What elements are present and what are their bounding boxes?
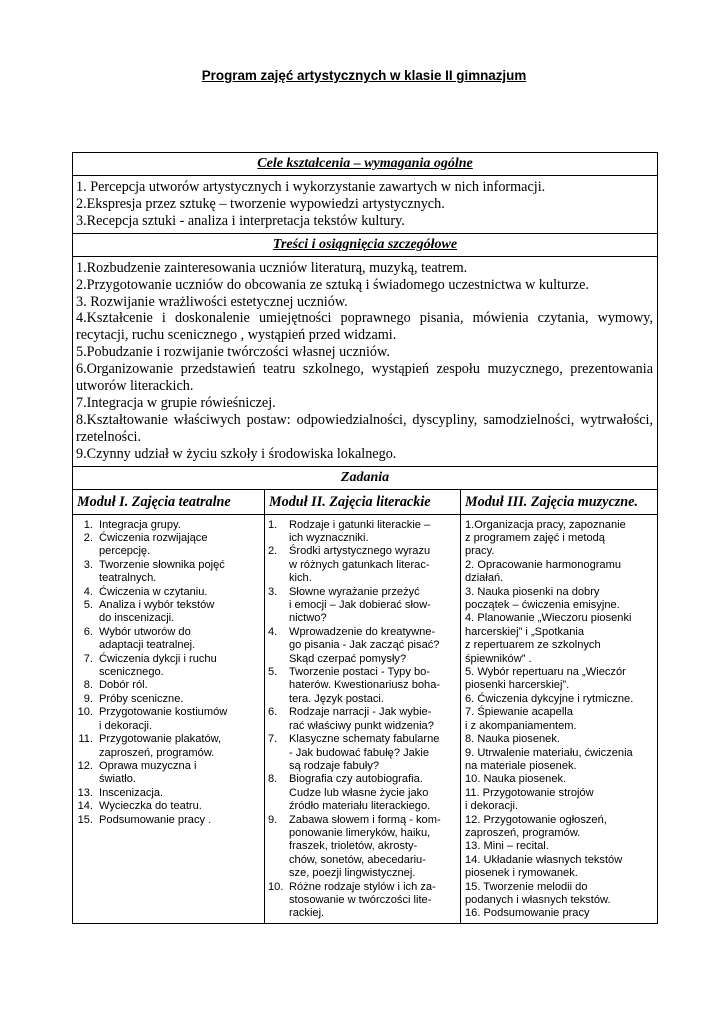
list-item — [265, 519, 460, 546]
list-item: 3. Nauka piosenki na dobry początek – ćwiczenia emisyjne. — [465, 585, 620, 612]
item-text: Ćwiczenia w czytaniu. — [99, 585, 208, 598]
list-item — [265, 666, 460, 706]
list-item — [75, 532, 264, 559]
module-3-title: Moduł III. Zajęcia muzyczne. — [461, 489, 658, 514]
item-text: Biografia czy autobiografia. Cudze lub własne życie jako źródło materiału literackiego. — [289, 773, 431, 813]
tresci-item: 1.Rozbudzenie zainteresowania uczniów literaturą, muzyką, teatrem. — [76, 259, 468, 276]
item-text: Klasyczne schematy fabularne - Jak budować fabułę? Jakie są rodzaje fabuły? — [289, 733, 440, 772]
tresci-item: 4.Kształcenie i doskonalenie umiejętności poprawnego pisania, mówienia czytania, wymowy, recytacji, ruchu scenicznego , wystąpień przed widzami. — [76, 310, 654, 344]
module-1-title: Moduł I. Zajęcia teatralne — [73, 489, 265, 514]
m1-ordered-list — [75, 519, 264, 827]
item-number: 1. — [83, 518, 93, 531]
tresci-item: 2.Przygotowanie uczniów do obcowania ze sztuką i świadomego uczestnictwa w kulturze. — [76, 276, 589, 293]
list-item: 4. Planowanie „Wieczoru piosenki harcerskiej” i „Spotkania z repertuarem ze szkolnych śpiewników” . — [465, 612, 632, 665]
item-number: 14. — [77, 800, 93, 813]
cele-item: 3.Recepcja sztuki - analiza i interpretacja tekstów kultury. — [76, 212, 405, 229]
item-number: 6. — [83, 625, 93, 638]
item-text: Środki artystycznego wyrazu w różnych gatunkach literac- kich. — [289, 545, 431, 585]
list-item — [75, 599, 264, 626]
item-number: 2. — [83, 532, 93, 544]
module-2-list — [265, 514, 461, 923]
item-text: Tworzenie postaci - Typy bo- haterów. Kwestionariusz boha- tera. Język postaci. — [289, 666, 441, 705]
item-number: 13. — [77, 786, 93, 799]
item-number: 1. — [268, 518, 278, 531]
cele-item: 2.Ekspresja przez sztukę – tworzenie wypowiedzi artystycznych. — [76, 195, 445, 212]
list-item: 5. Wybór repertuaru na „Wieczór piosenki harcerskiej”. — [465, 666, 626, 692]
list-item — [75, 800, 264, 813]
item-number: 10. — [268, 880, 284, 893]
list-item: 7. Śpiewanie acapella i z akompaniamentem. — [465, 706, 577, 732]
list-item — [265, 545, 460, 585]
item-text: Ćwiczenia rozwijające percepcję. — [99, 532, 208, 558]
list-item — [265, 626, 460, 666]
item-text: Różne rodzaje stylów i ich za- stosowanie w twórczości lite- rackiej. — [289, 880, 436, 920]
list-item — [75, 760, 264, 787]
item-number: 2. — [268, 545, 278, 558]
list-item: 14. Układanie własnych tekstów piosenek i rymowanek. — [465, 853, 623, 880]
list-item — [75, 559, 264, 586]
list-item — [265, 586, 460, 626]
page-title: Program zajęć artystycznych w klasie II gimnazjum — [201, 68, 527, 83]
item-number: 6. — [268, 706, 278, 719]
list-item: 15. Tworzenie melodii do podanych i własnych tekstów. — [465, 880, 611, 906]
item-number: 9. — [83, 692, 93, 705]
item-text: Przygotowanie plakatów, zaproszeń, programów. — [99, 733, 222, 759]
list-item — [75, 626, 264, 653]
list-item: 2. Opracowanie harmonogramu działań. — [465, 558, 622, 585]
item-text: Dobór ról. — [99, 679, 148, 692]
item-number: 5. — [83, 599, 93, 612]
item-text: Wybór utworów do adaptacji teatralnej. — [99, 625, 196, 652]
list-item: 8. Nauka piosenek. — [465, 733, 560, 746]
tresci-item: 6.Organizowanie przedstawień teatru szkolnego, wystąpień zespołu muzycznego, prezentowania utworów literackich. — [76, 361, 654, 395]
tresci-list — [73, 256, 658, 466]
list-item: 12. Przygotowanie ogłoszeń, zaproszeń, programów. — [465, 813, 607, 839]
module-1-list — [73, 514, 265, 923]
list-item — [75, 733, 264, 760]
item-number: 8. — [83, 679, 93, 692]
item-text: Oprawa muzyczna i światło. — [99, 759, 197, 786]
cele-heading: Cele kształcenia – wymagania ogólne — [73, 153, 658, 176]
item-text: Wprowadzenie do kreatywne- go pisania - Jak zacząć pisać? Skąd czerpać pomysły? — [289, 625, 440, 665]
item-number: 9. — [268, 813, 278, 826]
list-item: 6. Ćwiczenia dykcyjne i rytmiczne. — [465, 692, 634, 705]
list-item — [75, 787, 264, 800]
list-item — [75, 814, 264, 827]
item-text: Rodzaje i gatunki literackie – ich wyznaczniki. — [289, 518, 431, 544]
tresci-item: 8.Kształtowanie właściwych postaw: odpowiedzialności, dyscypliny, samodzielności, wytrwałości, rzetelności. — [76, 411, 654, 445]
cele-item: 1. Percepcja utworów artystycznych i wykorzystanie zawartych w nich informacji. — [76, 179, 546, 195]
tresci-item: 3. Rozwijanie wrażliwości estetycznej uczniów. — [76, 293, 348, 310]
item-text: Inscenizacja. — [99, 786, 164, 799]
list-item — [75, 519, 264, 532]
item-number: 5. — [268, 666, 278, 679]
item-text: Rodzaje narracji - Jak wybie- rać właściwy punkt widzenia? — [289, 706, 434, 732]
item-number: 15. — [77, 813, 93, 826]
item-number: 3. — [268, 585, 278, 598]
tresci-item: 5.Pobudzanie i rozwijanie twórczości własnej uczniów. — [76, 344, 390, 361]
list-item: 11. Przygotowanie strojów i dekoracji. — [465, 786, 594, 813]
list-item: 9. Utrwalenie materiału, ćwiczenia na materiale piosenek. — [465, 746, 633, 772]
module-2-title: Moduł II. Zajęcia literackie — [265, 489, 461, 514]
list-item — [265, 881, 460, 921]
item-number: 4. — [268, 625, 278, 638]
program-table — [72, 152, 658, 924]
item-text: Zabawa słowem i formą - kom- ponowanie limeryków, haiku, fraszek, trioletów, akrosty- chów, sonetów, abecedariu- sze, poezji lingwistycznej. — [289, 813, 441, 880]
item-number: 7. — [83, 652, 93, 665]
zadania-heading: Zadania — [73, 466, 658, 489]
item-number: 3. — [83, 558, 93, 571]
list-item — [265, 773, 460, 813]
item-number: 12. — [77, 759, 93, 772]
tresci-item: 7.Integracja w grupie rówieśniczej. — [76, 394, 276, 411]
item-text: Integracja grupy. — [99, 518, 181, 531]
list-item: 1.Organizacja pracy, zapoznanie z programem zajęć i metodą pracy. — [465, 518, 626, 558]
item-number: 11. — [78, 733, 93, 746]
item-number: 10. — [77, 706, 93, 719]
item-text: Analiza i wybór tekstów do inscenizacji. — [99, 599, 215, 625]
list-item: 13. Mini – recital. — [465, 840, 549, 853]
item-text: Próby sceniczne. — [99, 692, 184, 705]
list-item: 10. Nauka piosenek. — [465, 773, 567, 786]
list-item — [265, 814, 460, 881]
list-item — [265, 733, 460, 773]
item-text: Tworzenie słownika pojęć teatralnych. — [99, 558, 225, 585]
list-item: 16. Podsumowanie pracy — [465, 907, 590, 920]
tresci-heading: Treści i osiągnięcia szczegółowe — [73, 233, 658, 256]
list-item — [75, 679, 264, 692]
list-item — [75, 693, 264, 706]
list-item — [75, 706, 264, 733]
item-text: Przygotowanie kostiumów i dekoracji. — [99, 706, 228, 732]
list-item — [265, 706, 460, 733]
item-text: Ćwiczenia dykcji i ruchu scenicznego. — [99, 652, 217, 679]
item-text: Wycieczka do teatru. — [99, 800, 202, 813]
item-text: Podsumowanie pracy . — [99, 813, 212, 826]
item-number: 4. — [83, 585, 93, 598]
item-number: 8. — [268, 773, 278, 786]
m2-ordered-list — [265, 519, 460, 921]
item-text: Słowne wyrażanie przeżyć i emocji – Jak dobierać słow- nictwo? — [289, 585, 431, 625]
list-item — [75, 653, 264, 680]
module-3-list — [461, 514, 658, 923]
item-number: 7. — [268, 733, 278, 746]
tresci-item: 9.Czynny udział w życiu szkoły i środowiska lokalnego. — [76, 445, 397, 462]
cele-list — [73, 176, 658, 234]
list-item — [75, 586, 264, 599]
